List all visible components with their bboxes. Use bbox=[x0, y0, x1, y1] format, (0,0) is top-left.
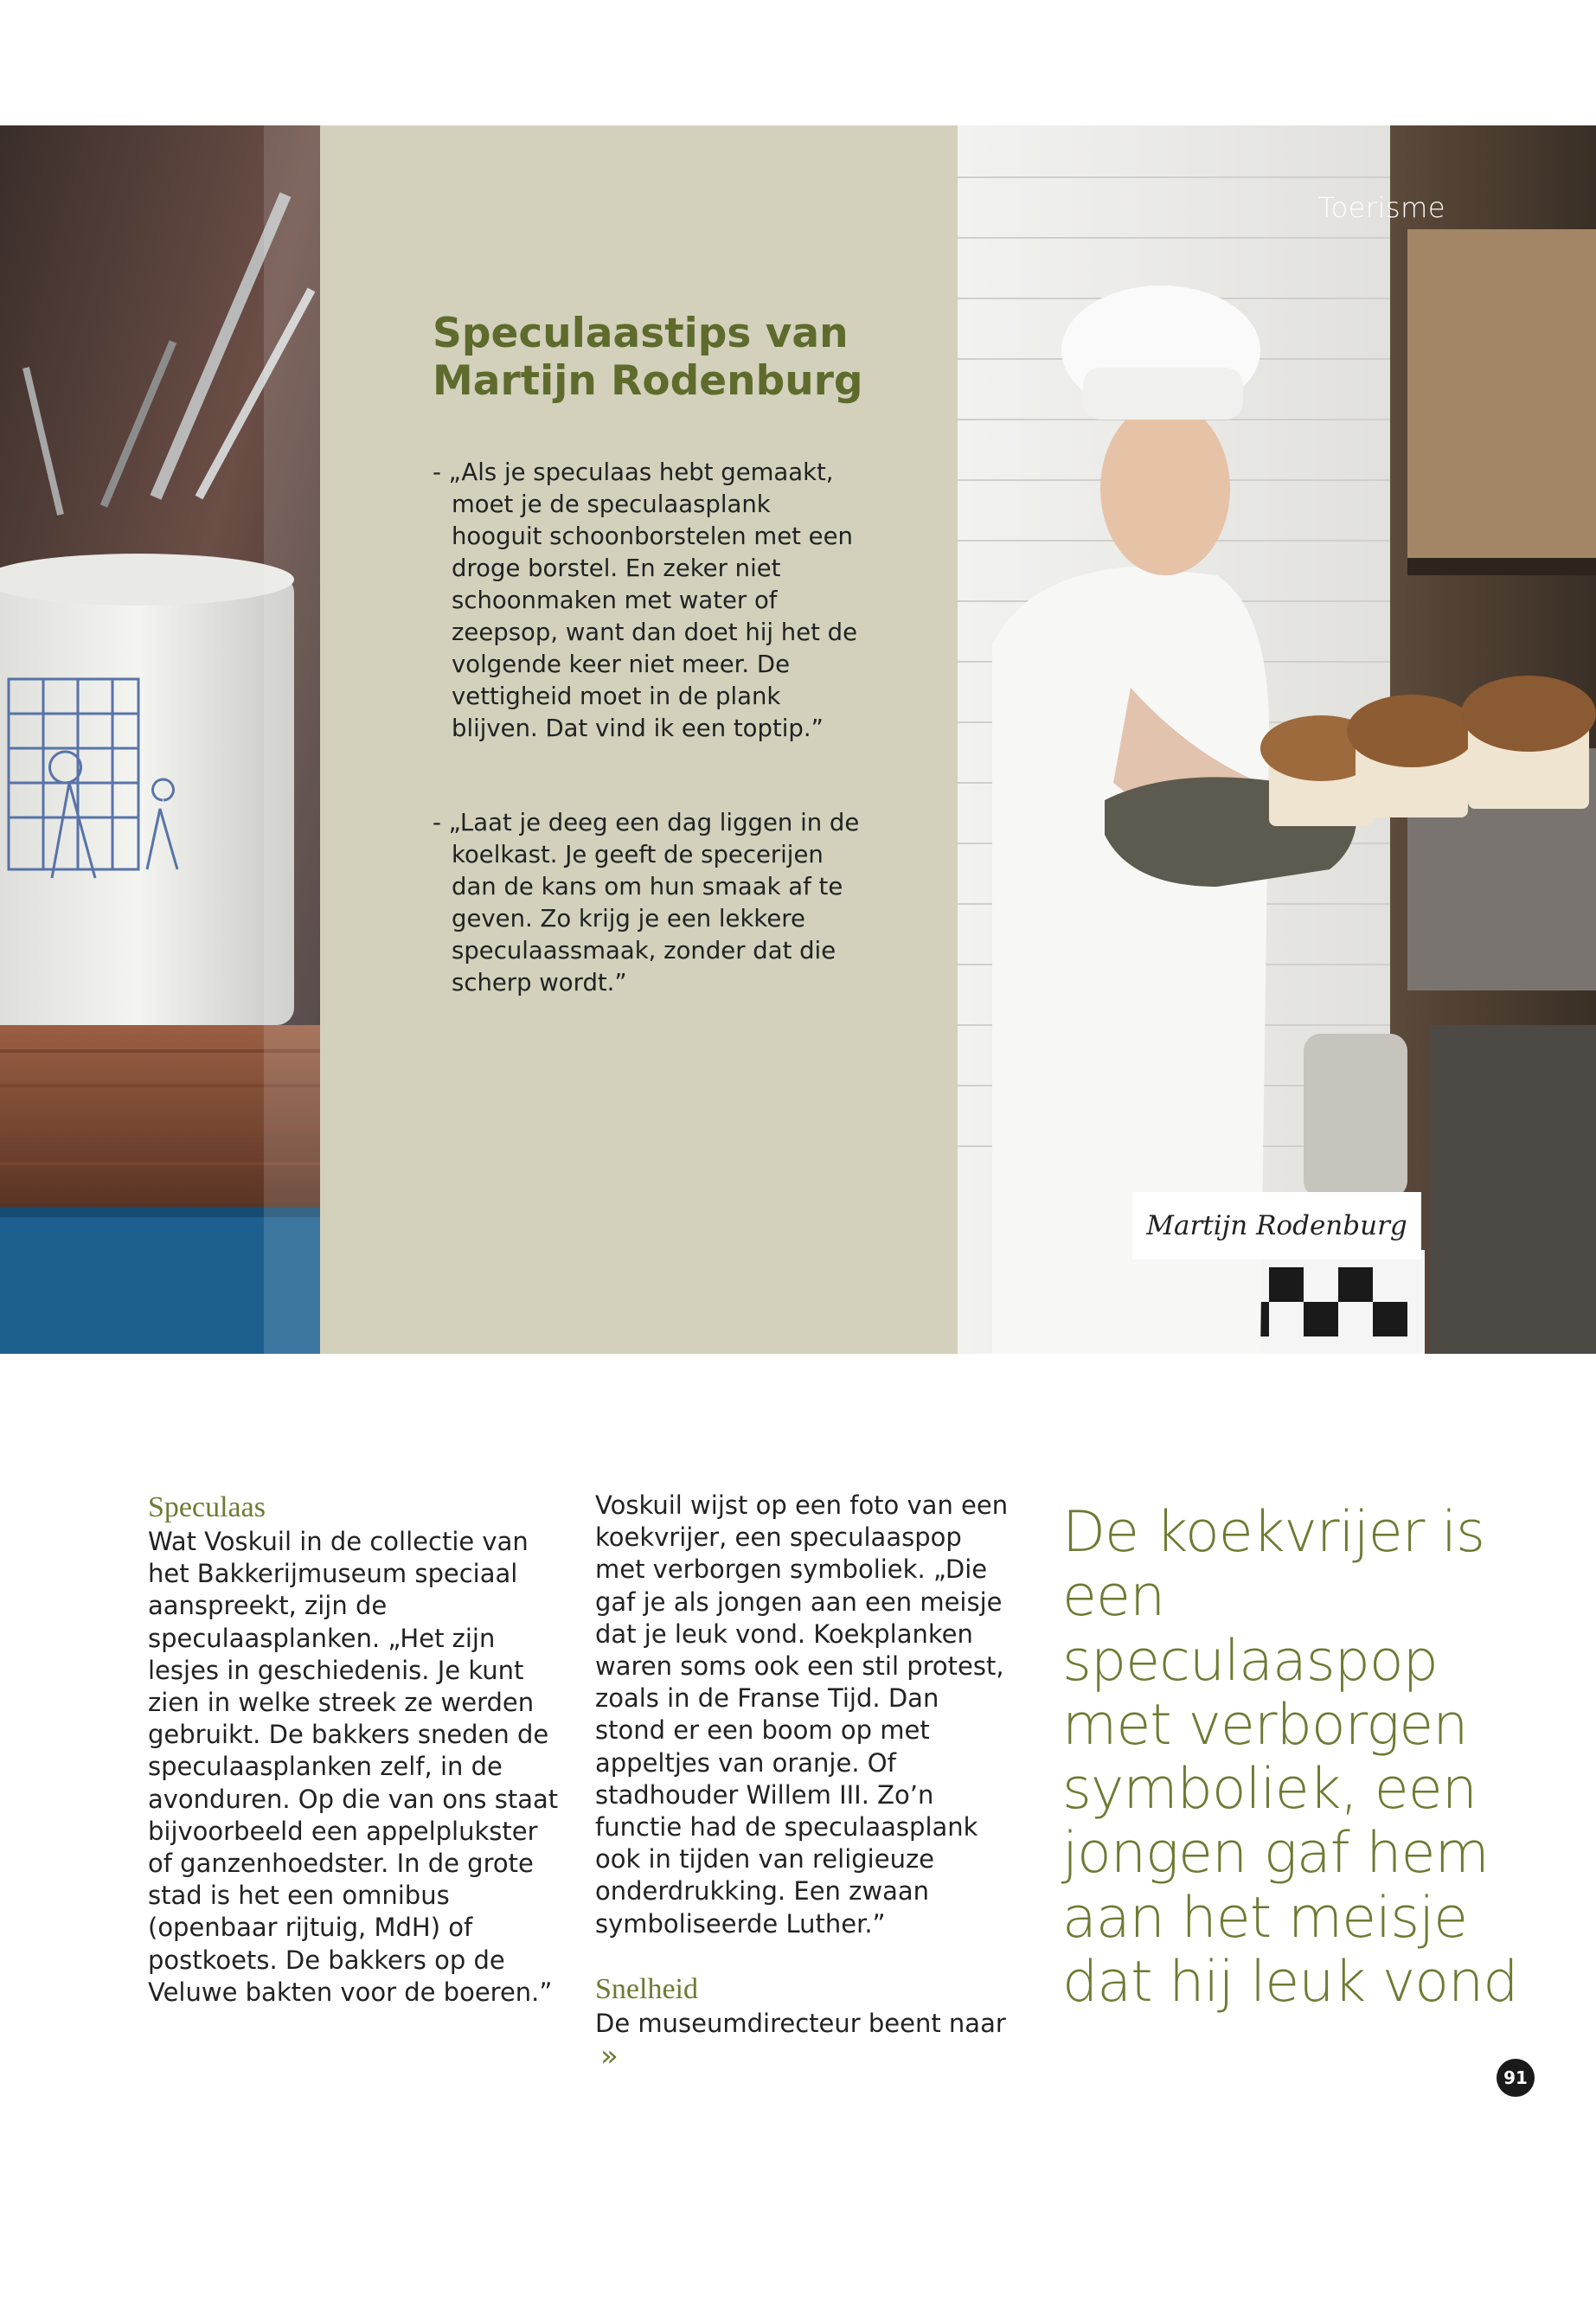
pull-quote: De koekvrijer is een speculaaspop met verborgen symboliek, een jongen gaf hem aan het meisje dat hij leuk vond bbox=[1062, 1500, 1518, 2016]
section-label: Toerisme bbox=[1318, 191, 1445, 224]
article-text: Voskuil wijst op een foto van een koekvrijer, een speculaaspop met verborgen symboliek. „Die gaf je als jongen aan een meisje dat je leuk vond. Koekplanken waren soms ook een stil protest, zoals in de Franse Tijd. Dan stond er een boom op met appeltjes van oranje. Of stadhouder Willem III. Zo’n functie had de speculaasplank ook in tijden van religieuze onderdrukking. Een zwaan symboliseerde Luther.” bbox=[595, 1490, 1009, 1939]
article-continued-text bbox=[595, 2008, 1015, 2072]
article-column-2 bbox=[595, 1490, 1015, 2072]
tip-item: - „Als je speculaas hebt gemaakt, moet je de speculaasplank hooguit schoonborstelen met een droge borstel. En zeker niet schoonmaken met water of zeepsop, want dan doet hij het de volgende keer niet meer. De vettigheid moet in de plank blijven. Dat vind ik een toptip.” bbox=[433, 458, 858, 742]
page-number-badge: 91 bbox=[1497, 2059, 1535, 2097]
baker-photo bbox=[958, 125, 1596, 1354]
mug-photo bbox=[0, 125, 320, 1354]
tips-title: Speculaastips van Martijn Rodenburg bbox=[433, 310, 863, 405]
continued-text: De museumdirecteur beent naar bbox=[595, 2008, 1006, 2038]
article-text: Wat Voskuil in de collectie van het Bakkerijmuseum speciaal aanspreekt, zijn de speculaasplanken. „Het zijn lesjes in geschiedenis. Je kunt zien in welke streek ze werden gebruikt. De bakkers sneden de speculaasplanken zelf, in de avonduren. Op die van ons staat bijvoorbeeld een appelplukster of ganzenhoedster. In de grote stad is het een omnibus (openbaar rijtuig, MdH) of postkoets. De bakkers op de Veluwe bakten voor de boeren.” bbox=[148, 1527, 559, 2007]
subhead-speculaas: Speculaas bbox=[148, 1491, 266, 1523]
photo-caption: Martijn Rodenburg bbox=[1146, 1210, 1407, 1241]
photo-caption-box bbox=[1132, 1192, 1421, 1259]
subhead-snelheid: Snelheid bbox=[595, 1972, 698, 2005]
tip-item: - „Laat je deeg een dag liggen in de koelkast. Je geeft de specerijen dan de kans om hun smaak af te geven. Zo krijg je een lekkere speculaassmaak, zonder dat die scherp wordt.” bbox=[433, 809, 860, 997]
article-column-1 bbox=[148, 1490, 567, 2009]
continue-arrow-icon: » bbox=[600, 2039, 619, 2074]
